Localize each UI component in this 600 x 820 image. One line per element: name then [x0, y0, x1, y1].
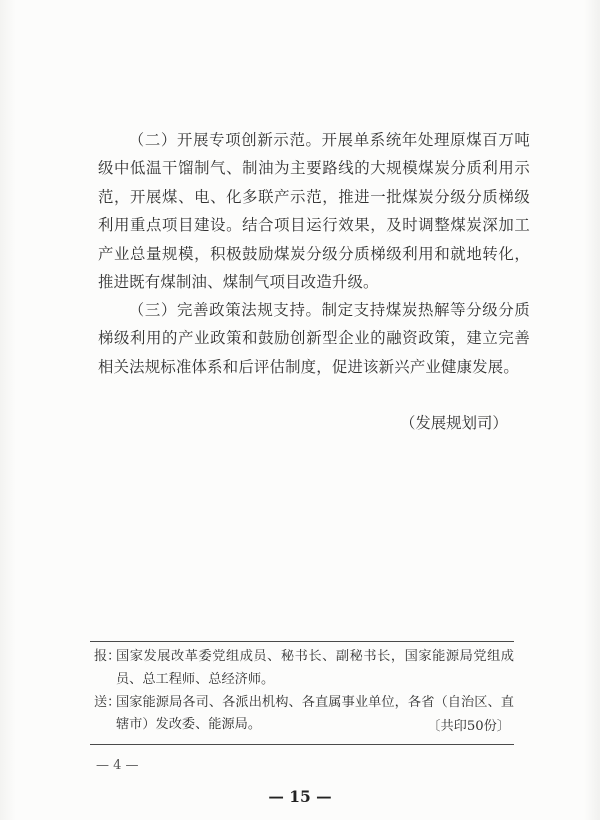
distribution-bottom-rule — [90, 744, 514, 745]
copies-printed: 〔共印50份〕 — [427, 719, 510, 734]
send-to-text: 国家能源局各司、各派出机构、各直属事业单位，各省（自治区、直辖市）发改委、能源局。 — [116, 694, 514, 733]
report-to-label: 报： — [94, 649, 121, 664]
paragraph-special-demonstration: （二）开展专项创新示范。开展单系统年处理原煤百万吨级中低温干馏制气、制油为主要路线的大规模煤炭分质利用示范，开展煤、电、化多联产示范，推进一批煤炭分级分质梯级利用重点项目建设。结合项目运行效果，及时调整煤炭深加工产业总量规模，积极鼓励煤炭分级分质梯级利用和就地转化，推进既有煤制油、煤制气项目改造升级。 — [98, 131, 530, 292]
report-to-text: 国家发展改革委党组成员、秘书长、副秘书长，国家能源局党组成员、总工程师、总经济师。 — [116, 649, 514, 687]
outer-page-number: — 15 — — [268, 787, 332, 806]
paragraph-policy-support: （三）完善政策法规支持。制定支持煤炭热解等分级分质梯级利用的产业政策和鼓励创新型企业的融资政策，建立完善相关法规标准体系和后评估制度，促进该新兴产业健康发展。 — [98, 301, 530, 376]
report-to-row — [94, 646, 514, 692]
send-to-label: 送： — [94, 694, 121, 710]
inner-page-number: — 4 — — [96, 758, 139, 773]
distribution-top-rule — [90, 641, 514, 642]
issuing-department: （发展规划司） — [400, 414, 508, 432]
